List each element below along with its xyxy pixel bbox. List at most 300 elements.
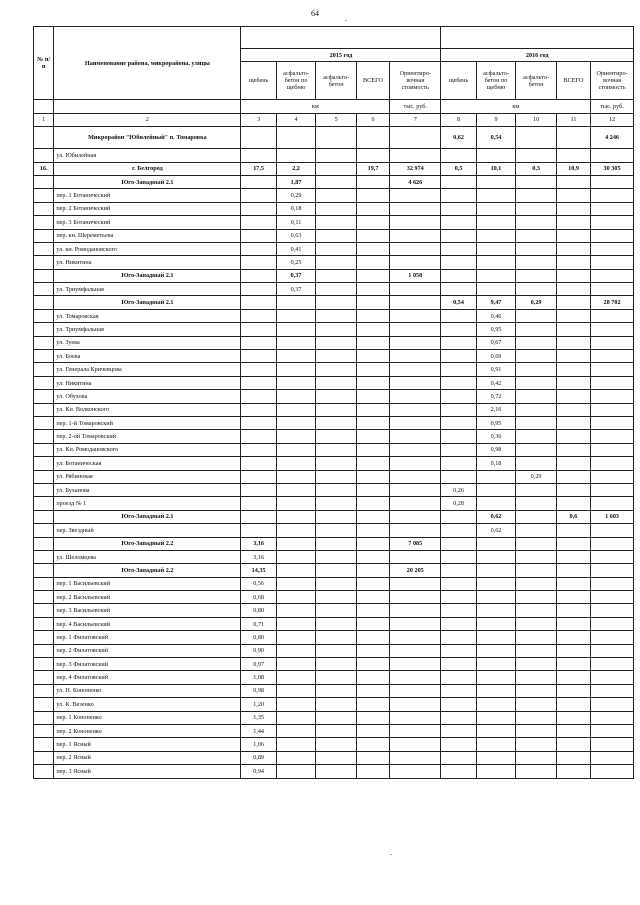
row-num bbox=[34, 149, 54, 162]
cell-col-5 bbox=[316, 483, 357, 496]
cell-col-8 bbox=[441, 376, 476, 389]
cell-col-4 bbox=[276, 149, 316, 162]
cell-col-12 bbox=[591, 336, 634, 349]
cell-col-3 bbox=[241, 363, 276, 376]
cell-col-3 bbox=[241, 309, 276, 322]
cell-col-7 bbox=[390, 323, 441, 336]
cell-col-11 bbox=[556, 127, 590, 149]
cell-col-6 bbox=[356, 738, 389, 751]
cell-col-6 bbox=[356, 604, 389, 617]
cell-col-5 bbox=[316, 309, 357, 322]
cell-col-7 bbox=[390, 416, 441, 429]
cell-col-11 bbox=[556, 443, 590, 456]
cell-col-6 bbox=[356, 283, 389, 296]
cell-col-12 bbox=[591, 631, 634, 644]
cell-col-11 bbox=[556, 631, 590, 644]
cell-col-6 bbox=[356, 336, 389, 349]
row-num bbox=[34, 698, 54, 711]
cell-col-9: 0,36 bbox=[476, 430, 516, 443]
cell-col-6 bbox=[356, 470, 389, 483]
cell-col-5 bbox=[316, 175, 357, 188]
cell-col-11 bbox=[556, 430, 590, 443]
cell-col-10 bbox=[516, 443, 557, 456]
table-row bbox=[34, 457, 634, 470]
street-name: пер. 4 Филатовский bbox=[54, 671, 241, 684]
cell-col-4 bbox=[276, 127, 316, 149]
header-col-2016-5: Ориентиро-вочная стоимость bbox=[591, 62, 634, 100]
cell-col-10: 0,29 bbox=[516, 470, 557, 483]
cell-col-5 bbox=[316, 242, 357, 255]
cell-col-12 bbox=[591, 738, 634, 751]
cell-col-4 bbox=[276, 644, 316, 657]
cell-col-3: 0,56 bbox=[241, 577, 276, 590]
cell-col-12 bbox=[591, 457, 634, 470]
cell-col-11 bbox=[556, 470, 590, 483]
cell-col-5 bbox=[316, 644, 357, 657]
cell-col-9: 0,54 bbox=[476, 127, 516, 149]
cell-col-3 bbox=[241, 202, 276, 215]
cell-col-4 bbox=[276, 390, 316, 403]
row-num bbox=[34, 376, 54, 389]
cell-col-5 bbox=[316, 256, 357, 269]
table-row bbox=[34, 631, 634, 644]
cell-col-12: 4 246 bbox=[591, 127, 634, 149]
cell-col-6 bbox=[356, 256, 389, 269]
cell-col-7 bbox=[390, 631, 441, 644]
cell-col-4 bbox=[276, 604, 316, 617]
cell-col-11 bbox=[556, 202, 590, 215]
cell-col-4 bbox=[276, 403, 316, 416]
cell-col-10 bbox=[516, 216, 557, 229]
cell-col-4 bbox=[276, 350, 316, 363]
table-row bbox=[34, 416, 634, 429]
table-row bbox=[34, 470, 634, 483]
cell-col-3 bbox=[241, 403, 276, 416]
cell-col-9 bbox=[476, 564, 516, 577]
cell-col-7 bbox=[390, 765, 441, 778]
col-number-4: 4 bbox=[276, 113, 316, 126]
table-row bbox=[34, 350, 634, 363]
header-col-2016-1: щебень bbox=[441, 62, 476, 100]
table-row bbox=[34, 323, 634, 336]
street-name: пер. 2 Ботанический bbox=[54, 202, 241, 215]
cell-col-11 bbox=[556, 216, 590, 229]
cell-col-5 bbox=[316, 658, 357, 671]
cell-col-11: 0,6 bbox=[556, 510, 590, 523]
cell-col-8 bbox=[441, 724, 476, 737]
table-row bbox=[34, 202, 634, 215]
cell-col-6 bbox=[356, 269, 389, 282]
table-row bbox=[34, 443, 634, 456]
district-name: Юго-Западный 2.1 bbox=[54, 269, 241, 282]
cell-col-4 bbox=[276, 524, 316, 537]
cell-col-3: 0,94 bbox=[241, 765, 276, 778]
page-number: 64 bbox=[311, 9, 319, 18]
cell-col-5 bbox=[316, 765, 357, 778]
table-row bbox=[34, 738, 634, 751]
cell-col-5 bbox=[316, 403, 357, 416]
cell-col-7 bbox=[390, 738, 441, 751]
cell-col-6 bbox=[356, 350, 389, 363]
row-num bbox=[34, 403, 54, 416]
cell-col-10 bbox=[516, 550, 557, 563]
cell-col-6 bbox=[356, 242, 389, 255]
cell-col-6 bbox=[356, 684, 389, 697]
cell-col-8 bbox=[441, 524, 476, 537]
row-num bbox=[34, 229, 54, 242]
cell-col-8 bbox=[441, 229, 476, 242]
cell-col-10 bbox=[516, 363, 557, 376]
street-name: ул. Генерала Кричевцова bbox=[54, 363, 241, 376]
cell-col-12 bbox=[591, 229, 634, 242]
cell-col-7 bbox=[390, 430, 441, 443]
cell-col-9: 0,72 bbox=[476, 390, 516, 403]
cell-col-10 bbox=[516, 336, 557, 349]
cell-col-6 bbox=[356, 577, 389, 590]
cell-col-12 bbox=[591, 363, 634, 376]
microdistrict-name: Микрорайон "Юбилейный" п. Томаровка bbox=[54, 127, 241, 149]
table-row bbox=[34, 698, 634, 711]
cell-col-12 bbox=[591, 470, 634, 483]
cell-col-4 bbox=[276, 497, 316, 510]
row-num bbox=[34, 202, 54, 215]
cell-col-9: 10,1 bbox=[476, 162, 516, 175]
table-row bbox=[34, 724, 634, 737]
table-row bbox=[34, 604, 634, 617]
cell-col-8 bbox=[441, 537, 476, 550]
row-num: 16. bbox=[34, 162, 54, 175]
cell-col-8 bbox=[441, 149, 476, 162]
street-name: ул. кн. Ромодановского bbox=[54, 242, 241, 255]
cell-col-7 bbox=[390, 604, 441, 617]
cell-col-3: 1,08 bbox=[241, 671, 276, 684]
cell-col-8 bbox=[441, 698, 476, 711]
cell-col-7 bbox=[390, 550, 441, 563]
cell-col-8 bbox=[441, 363, 476, 376]
cell-col-10 bbox=[516, 323, 557, 336]
cell-col-3: 0,90 bbox=[241, 644, 276, 657]
cell-col-11 bbox=[556, 671, 590, 684]
header-col-2016-2: асфальто-бетон по щебню bbox=[476, 62, 516, 100]
cell-col-8 bbox=[441, 550, 476, 563]
cell-col-3 bbox=[241, 510, 276, 523]
cell-col-9: 0,98 bbox=[476, 443, 516, 456]
cell-col-6 bbox=[356, 564, 389, 577]
cell-col-7 bbox=[390, 127, 441, 149]
unit-rub: тыс. руб. bbox=[591, 100, 634, 113]
cell-col-10 bbox=[516, 127, 557, 149]
cell-col-10 bbox=[516, 149, 557, 162]
cell-col-3 bbox=[241, 269, 276, 282]
cell-col-4: 0,37 bbox=[276, 269, 316, 282]
cell-col-3: 0,80 bbox=[241, 604, 276, 617]
cell-col-4 bbox=[276, 658, 316, 671]
street-name: ул. Зуева bbox=[54, 336, 241, 349]
street-name: пер. 1 Ясный bbox=[54, 738, 241, 751]
cell-col-11 bbox=[556, 336, 590, 349]
row-num bbox=[34, 724, 54, 737]
cell-col-4 bbox=[276, 631, 316, 644]
district-name: Юго-Западный 2.1 bbox=[54, 510, 241, 523]
cell-col-3: 3,16 bbox=[241, 550, 276, 563]
unit-rub: тыс. руб. bbox=[390, 100, 441, 113]
table-row bbox=[34, 256, 634, 269]
cell-col-7 bbox=[390, 617, 441, 630]
street-name: пер. 2 Ясный bbox=[54, 751, 241, 764]
header-year-2016: 2016 год bbox=[441, 49, 634, 62]
row-num bbox=[34, 524, 54, 537]
street-name: пер. 4 Васильевский bbox=[54, 617, 241, 630]
cell-col-4: 0,63 bbox=[276, 229, 316, 242]
cell-col-11 bbox=[556, 242, 590, 255]
cell-col-10 bbox=[516, 537, 557, 550]
cell-col-11 bbox=[556, 497, 590, 510]
cell-col-6 bbox=[356, 617, 389, 630]
cell-col-6 bbox=[356, 309, 389, 322]
cell-col-5 bbox=[316, 416, 357, 429]
table-row bbox=[34, 577, 634, 590]
street-name: ул. Томаровская bbox=[54, 309, 241, 322]
cell-col-6 bbox=[356, 497, 389, 510]
cell-col-3: 0,71 bbox=[241, 617, 276, 630]
col-number-2: 2 bbox=[54, 113, 241, 126]
cell-col-11 bbox=[556, 751, 590, 764]
cell-col-5 bbox=[316, 711, 357, 724]
cell-col-12 bbox=[591, 564, 634, 577]
cell-col-6 bbox=[356, 323, 389, 336]
cell-col-11 bbox=[556, 457, 590, 470]
cell-col-7 bbox=[390, 510, 441, 523]
cell-col-10 bbox=[516, 350, 557, 363]
cell-col-9: 0,62 bbox=[476, 524, 516, 537]
cell-col-7 bbox=[390, 591, 441, 604]
cell-col-9 bbox=[476, 711, 516, 724]
cell-col-10 bbox=[516, 497, 557, 510]
cell-col-8 bbox=[441, 202, 476, 215]
cell-col-7 bbox=[390, 524, 441, 537]
cell-col-10 bbox=[516, 416, 557, 429]
row-num bbox=[34, 336, 54, 349]
cell-col-6 bbox=[356, 189, 389, 202]
cell-col-9 bbox=[476, 724, 516, 737]
row-num bbox=[34, 127, 54, 149]
cell-col-6 bbox=[356, 631, 389, 644]
header-name: Наименование района, микрорайона, улицы bbox=[54, 27, 241, 100]
cell-col-9 bbox=[476, 229, 516, 242]
row-num bbox=[34, 497, 54, 510]
cell-col-10 bbox=[516, 631, 557, 644]
cell-col-7: 20 205 bbox=[390, 564, 441, 577]
table-row bbox=[34, 149, 634, 162]
row-num bbox=[34, 658, 54, 671]
cell-col-4 bbox=[276, 724, 316, 737]
cell-col-9 bbox=[476, 202, 516, 215]
street-name: ул. Триумфальная bbox=[54, 283, 241, 296]
cell-col-11 bbox=[556, 296, 590, 309]
cell-col-10 bbox=[516, 309, 557, 322]
cell-col-6 bbox=[356, 430, 389, 443]
col-number-7: 7 bbox=[390, 113, 441, 126]
header-col-2015-4: ВСЕГО bbox=[356, 62, 389, 100]
row-num bbox=[34, 738, 54, 751]
cell-col-6 bbox=[356, 510, 389, 523]
cell-col-11 bbox=[556, 765, 590, 778]
cell-col-12 bbox=[591, 524, 634, 537]
cell-col-11: 10,9 bbox=[556, 162, 590, 175]
district-name: Юго-Западный 2.1 bbox=[54, 296, 241, 309]
cell-col-4: 0,41 bbox=[276, 242, 316, 255]
cell-col-7 bbox=[390, 216, 441, 229]
cell-col-10 bbox=[516, 644, 557, 657]
cell-col-11 bbox=[556, 256, 590, 269]
cell-col-10 bbox=[516, 430, 557, 443]
scan-dot: . bbox=[390, 848, 392, 857]
cell-col-11 bbox=[556, 591, 590, 604]
cell-col-3 bbox=[241, 336, 276, 349]
cell-col-12 bbox=[591, 604, 634, 617]
cell-col-5 bbox=[316, 724, 357, 737]
cell-col-6 bbox=[356, 671, 389, 684]
cell-col-6 bbox=[356, 765, 389, 778]
street-name: пер. 1 Филатовский bbox=[54, 631, 241, 644]
cell-col-3: 14,35 bbox=[241, 564, 276, 577]
cell-col-10 bbox=[516, 577, 557, 590]
cell-col-5 bbox=[316, 350, 357, 363]
cell-col-7 bbox=[390, 202, 441, 215]
cell-col-7 bbox=[390, 242, 441, 255]
cell-col-12 bbox=[591, 497, 634, 510]
cell-col-8 bbox=[441, 577, 476, 590]
cell-col-6 bbox=[356, 524, 389, 537]
street-name: пер. 2 Филатовский bbox=[54, 644, 241, 657]
cell-col-12 bbox=[591, 350, 634, 363]
cell-col-7: 32 974 bbox=[390, 162, 441, 175]
street-name: ул. Кн. Ромодановского bbox=[54, 443, 241, 456]
cell-col-11 bbox=[556, 738, 590, 751]
street-name: пер. кн. Шереметьева bbox=[54, 229, 241, 242]
cell-col-3 bbox=[241, 443, 276, 456]
cell-col-9 bbox=[476, 658, 516, 671]
cell-col-12 bbox=[591, 416, 634, 429]
cell-col-5 bbox=[316, 363, 357, 376]
cell-col-9 bbox=[476, 738, 516, 751]
unit-km: км bbox=[441, 100, 591, 113]
col-number-12: 12 bbox=[591, 113, 634, 126]
cell-col-10 bbox=[516, 564, 557, 577]
cell-col-9 bbox=[476, 577, 516, 590]
cell-col-11 bbox=[556, 524, 590, 537]
cell-col-5 bbox=[316, 336, 357, 349]
cell-col-10 bbox=[516, 457, 557, 470]
cell-col-11 bbox=[556, 617, 590, 630]
cell-col-3 bbox=[241, 430, 276, 443]
cell-col-9: 2,16 bbox=[476, 403, 516, 416]
cell-col-5 bbox=[316, 470, 357, 483]
row-num bbox=[34, 671, 54, 684]
cell-col-12 bbox=[591, 149, 634, 162]
cell-col-4 bbox=[276, 470, 316, 483]
cell-col-3: 1,20 bbox=[241, 698, 276, 711]
scan-dot: . bbox=[345, 14, 347, 23]
cell-col-7 bbox=[390, 336, 441, 349]
cell-col-9 bbox=[476, 256, 516, 269]
row-num bbox=[34, 269, 54, 282]
cell-col-12 bbox=[591, 323, 634, 336]
cell-col-4 bbox=[276, 564, 316, 577]
cell-col-12 bbox=[591, 617, 634, 630]
cell-col-4 bbox=[276, 416, 316, 429]
cell-col-9 bbox=[476, 684, 516, 697]
col-number-6: 6 bbox=[356, 113, 389, 126]
cell-col-5 bbox=[316, 604, 357, 617]
cell-col-11 bbox=[556, 644, 590, 657]
row-num bbox=[34, 390, 54, 403]
cell-col-8 bbox=[441, 591, 476, 604]
cell-col-3 bbox=[241, 283, 276, 296]
cell-col-12 bbox=[591, 376, 634, 389]
cell-col-7 bbox=[390, 403, 441, 416]
cell-col-11 bbox=[556, 550, 590, 563]
roads-table bbox=[33, 26, 634, 779]
row-num bbox=[34, 416, 54, 429]
cell-col-5 bbox=[316, 698, 357, 711]
cell-col-8 bbox=[441, 564, 476, 577]
cell-col-3: 0,97 bbox=[241, 658, 276, 671]
cell-col-8 bbox=[441, 658, 476, 671]
street-name: пер. 1 Ботанический bbox=[54, 189, 241, 202]
table-row bbox=[34, 309, 634, 322]
district-name: Юго-Западный 2.1 bbox=[54, 175, 241, 188]
cell-col-8 bbox=[441, 256, 476, 269]
header-col-2016-3: асфальто-бетон bbox=[516, 62, 557, 100]
cell-col-9 bbox=[476, 537, 516, 550]
cell-col-10 bbox=[516, 617, 557, 630]
cell-col-12: 1 603 bbox=[591, 510, 634, 523]
cell-col-3 bbox=[241, 216, 276, 229]
cell-col-12 bbox=[591, 283, 634, 296]
cell-col-8 bbox=[441, 175, 476, 188]
cell-col-11 bbox=[556, 269, 590, 282]
cell-col-5 bbox=[316, 738, 357, 751]
cell-col-3 bbox=[241, 242, 276, 255]
col-number-3: 3 bbox=[241, 113, 276, 126]
street-name: пер. 3 Ботанический bbox=[54, 216, 241, 229]
cell-col-7 bbox=[390, 724, 441, 737]
row-num bbox=[34, 256, 54, 269]
street-name: пер. Звездный bbox=[54, 524, 241, 537]
cell-col-8 bbox=[441, 336, 476, 349]
cell-col-12 bbox=[591, 430, 634, 443]
cell-col-12 bbox=[591, 202, 634, 215]
row-num bbox=[34, 430, 54, 443]
cell-col-4 bbox=[276, 711, 316, 724]
cell-col-8 bbox=[441, 189, 476, 202]
row-num bbox=[34, 751, 54, 764]
cell-col-3: 0,98 bbox=[241, 684, 276, 697]
cell-col-8 bbox=[441, 457, 476, 470]
cell-col-7 bbox=[390, 309, 441, 322]
table-row bbox=[34, 175, 634, 188]
cell-col-9 bbox=[476, 631, 516, 644]
col-number-10: 10 bbox=[516, 113, 557, 126]
cell-col-4 bbox=[276, 698, 316, 711]
table-row bbox=[34, 537, 634, 550]
cell-col-11 bbox=[556, 149, 590, 162]
cell-col-8 bbox=[441, 269, 476, 282]
cell-col-5 bbox=[316, 283, 357, 296]
cell-col-10 bbox=[516, 403, 557, 416]
cell-col-7 bbox=[390, 684, 441, 697]
